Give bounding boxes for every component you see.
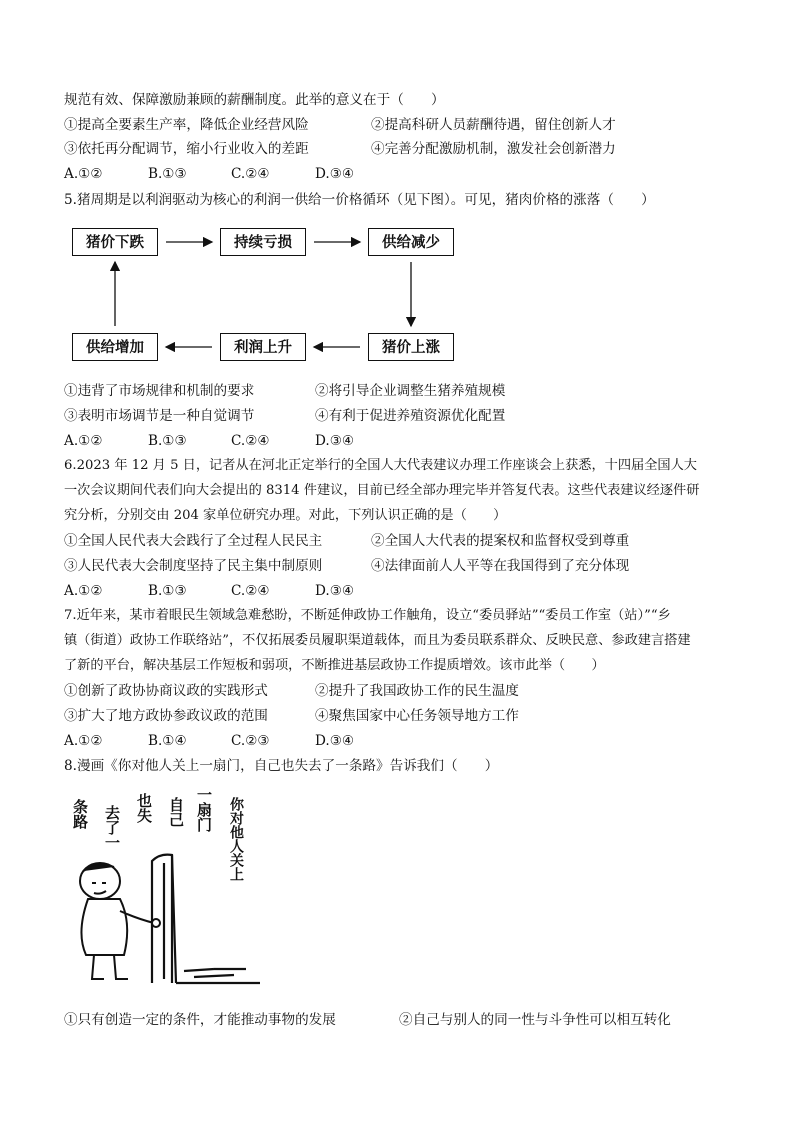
- cartoon-caption-2: 去了一: [103, 805, 121, 850]
- q5-option-3: ③表明市场调节是一种自觉调节: [64, 408, 255, 424]
- q6-option-3: ③人民代表大会制度坚持了民主集中制原则: [64, 558, 323, 574]
- q8-option-2: ②自己与别人的同一性与斗争性可以相互转化: [399, 1012, 671, 1028]
- flow-box-losses: 持续亏损: [220, 228, 306, 256]
- q7-choice-c: C.②③: [231, 733, 270, 749]
- q4-choice-d: D.③④: [315, 166, 355, 182]
- q7-option-1: ①创新了政协协商议政的实践形式: [64, 683, 268, 699]
- flow-box-supply-down: 供给减少: [368, 228, 454, 256]
- q7-stem-line-2: 镇（街道）政协工作联络站”，不仅拓展委员履职渠道载体，而且为委员联系群众、反映民意、参政建言搭建: [64, 633, 691, 648]
- q7-stem-line-3: 了新的平台，解决基层工作短板和弱项，不断推进基层政协工作提质增效。该市此举（ ）: [64, 658, 605, 673]
- q6-choice-a: A.①②: [64, 583, 103, 599]
- q6-choice-b: B.①③: [148, 583, 187, 599]
- q7-option-3: ③扩大了地方政协参政议政的范围: [64, 708, 268, 724]
- q7-choice-b: B.①④: [148, 733, 187, 749]
- q7-option-2: ②提升了我国政协工作的民生温度: [315, 683, 519, 699]
- q5-choice-b: B.①③: [148, 433, 187, 449]
- q6-option-2: ②全国人大代表的提案权和监督权受到尊重: [371, 533, 630, 549]
- q8-stem: 8.漫画《你对他人关上一扇门，自己也失去了一条路》告诉我们（ ）: [64, 758, 499, 774]
- q5-choice-d: D.③④: [315, 433, 355, 449]
- q5-option-2: ②将引导企业调整生猪养殖规模: [315, 383, 506, 399]
- q4-option-1: ①提高全要素生产率，降低企业经营风险: [64, 117, 309, 133]
- q6-option-4: ④法律面前人人平等在我国得到了充分体现: [371, 558, 630, 574]
- cartoon-caption-4: 自己: [167, 797, 185, 827]
- q6-option-1: ①全国人民代表大会践行了全过程人民民主: [64, 533, 323, 549]
- flow-box-price-fall: 猪价下跌: [72, 228, 158, 256]
- flow-box-supply-up: 供给增加: [72, 333, 158, 361]
- q5-stem: 5.猪周期是以利润驱动为核心的利润一供给一价格循环（见下图）。可见，猪肉价格的涨落（ ）: [64, 192, 655, 208]
- q6-choice-c: C.②④: [231, 583, 270, 599]
- q6-stem-line-1: 6.2023 年 12 月 5 日，记者从在河北正定举行的全国人大代表建议办理工作座谈会上获悉，十四届全国人大: [64, 458, 697, 473]
- cartoon-closed-door: [64, 783, 264, 988]
- q4-stem: 规范有效、保障激励兼顾的薪酬制度。此举的意义在于（ ）: [64, 92, 445, 108]
- q5-choice-c: C.②④: [231, 433, 270, 449]
- q7-stem-line-1: 7.近年来，某市着眼民生领域急难愁盼，不断延伸政协工作触角，设立“委员驿站”“委员工作室（站）”“乡: [64, 608, 671, 623]
- cartoon-caption-6: 你对他人关上: [228, 797, 244, 881]
- flow-box-profit-up: 利润上升: [220, 333, 306, 361]
- q4-option-4: ④完善分配激励机制，激发社会创新潜力: [371, 141, 616, 157]
- q4-choice-b: B.①③: [148, 166, 187, 182]
- q5-option-1: ①违背了市场规律和机制的要求: [64, 383, 255, 399]
- q8-option-1: ①只有创造一定的条件，才能推动事物的发展: [64, 1012, 336, 1028]
- q5-choice-a: A.①②: [64, 433, 103, 449]
- cartoon-caption-5: 一扇门: [195, 787, 213, 832]
- cartoon-caption-1: 条路: [71, 799, 89, 829]
- q4-option-2: ②提高科研人员薪酬待遇，留住创新人才: [371, 117, 616, 133]
- flow-box-price-rise: 猪价上涨: [368, 333, 454, 361]
- q6-stem-line-3: 究分析，分别交由 204 家单位研究办理。对此，下列认识正确的是（ ）: [64, 508, 507, 523]
- q7-choice-a: A.①②: [64, 733, 103, 749]
- q5-option-4: ④有利于促进养殖资源优化配置: [315, 408, 506, 424]
- q6-stem-line-2: 一次会议期间代表们向大会提出的 8314 件建议，目前已经全部办理完毕并答复代表。这些代表建议经逐件研: [64, 483, 700, 498]
- cartoon-caption-3: 也失: [135, 793, 153, 823]
- q4-option-3: ③依托再分配调节，缩小行业收入的差距: [64, 141, 309, 157]
- q7-choice-d: D.③④: [315, 733, 355, 749]
- q4-choice-a: A.①②: [64, 166, 103, 182]
- q6-choice-d: D.③④: [315, 583, 355, 599]
- q4-choice-c: C.②④: [231, 166, 270, 182]
- q7-option-4: ④聚焦国家中心任务领导地方工作: [315, 708, 519, 724]
